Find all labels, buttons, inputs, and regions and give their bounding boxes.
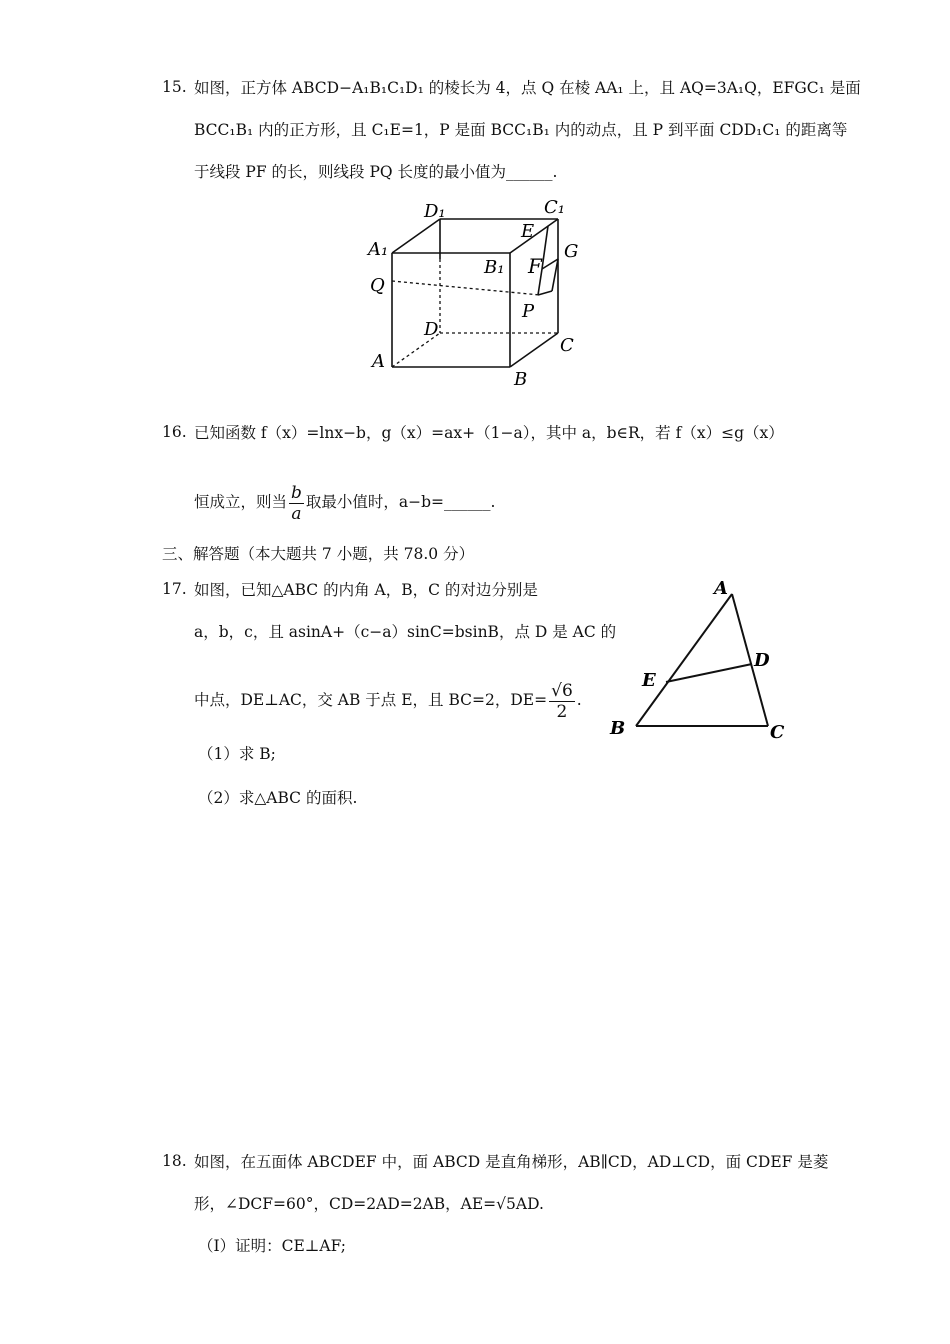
q17-part1: （1）求 B;	[198, 745, 276, 763]
section-heading: 三、解答题（本大题共 7 小题，共 78.0 分）	[162, 545, 475, 563]
cube-figure	[360, 195, 600, 395]
q15-line1: 如图，正方体 ABCD−A₁B₁C₁D₁ 的棱长为 4，点 Q 在棱 AA₁ 上，且 AQ=3A₁Q，EFGC₁ 是面	[194, 79, 861, 97]
q18-number: 18.	[162, 1152, 187, 1170]
q17-frac-top: √6	[551, 680, 573, 701]
label-C1: C₁	[544, 197, 565, 218]
label-A: A	[714, 578, 728, 599]
q18-line2: 形，∠DCF=60°，CD=2AD=2AB，AE=√5AD.	[194, 1195, 544, 1213]
label-A: A	[372, 351, 385, 372]
q15-line3: 于线段 PF 的长，则线段 PQ 长度的最小值为______.	[194, 163, 558, 181]
label-B1: B₁	[484, 257, 505, 278]
label-E: E	[642, 670, 656, 691]
q17-number: 17.	[162, 580, 187, 598]
label-C: C	[770, 722, 785, 742]
q17-line2: a，b，c，且 asinA+（c−a）sinC=bsinB，点 D 是 AC 的	[194, 623, 617, 641]
q17-part2: （2）求△ABC 的面积.	[198, 789, 358, 807]
label-B: B	[610, 718, 626, 739]
label-E: E	[521, 221, 535, 242]
q17-line3	[194, 678, 582, 722]
label-P: P	[522, 301, 535, 322]
label-D: D	[754, 650, 770, 671]
triangle-figure	[604, 574, 794, 742]
label-C: C	[560, 335, 574, 356]
q18-part1: （Ⅰ）证明：CE⊥AF;	[198, 1237, 346, 1255]
q16-fraction	[289, 483, 304, 524]
q15-number: 15.	[162, 78, 187, 96]
q17-frac-bot: 2	[556, 701, 568, 722]
label-G: G	[564, 241, 579, 262]
label-D1: D₁	[424, 201, 446, 222]
q18-line1: 如图，在五面体 ABCDEF 中，面 ABCD 是直角梯形，AB∥CD，AD⊥CD，面 CDEF 是菱	[194, 1153, 829, 1171]
label-F: F	[528, 254, 542, 278]
label-D: D	[424, 319, 439, 340]
q17-line3-pre: 中点，DE⊥AC，交 AB 于点 E，且 BC=2，DE=	[194, 691, 548, 709]
q16-frac-top: b	[291, 482, 302, 503]
q17-fraction	[549, 681, 575, 722]
q16-line2	[194, 480, 495, 524]
q17-line1: 如图，已知△ABC 的内角 A，B，C 的对边分别是	[194, 581, 538, 599]
label-B: B	[514, 369, 528, 390]
label-A1: A₁	[368, 239, 389, 260]
q17-line3-post: .	[576, 691, 582, 709]
q16-line1: 已知函数 f（x）=lnx−b，g（x）=ax+（1−a），其中 a，b∈R，若 f（x）≤g（x）	[194, 424, 784, 442]
q15-line2: BCC₁B₁ 内的正方形，且 C₁E=1，P 是面 BCC₁B₁ 内的动点，且 P 到平面 CDD₁C₁ 的距离等	[194, 121, 848, 139]
q16-line2-post: 取最小值时，a−b=______.	[305, 493, 496, 511]
q16-frac-bot: a	[291, 503, 302, 524]
q16-line2-pre: 恒成立，则当	[194, 493, 288, 511]
label-Q: Q	[370, 275, 385, 296]
q16-number: 16.	[162, 423, 187, 441]
